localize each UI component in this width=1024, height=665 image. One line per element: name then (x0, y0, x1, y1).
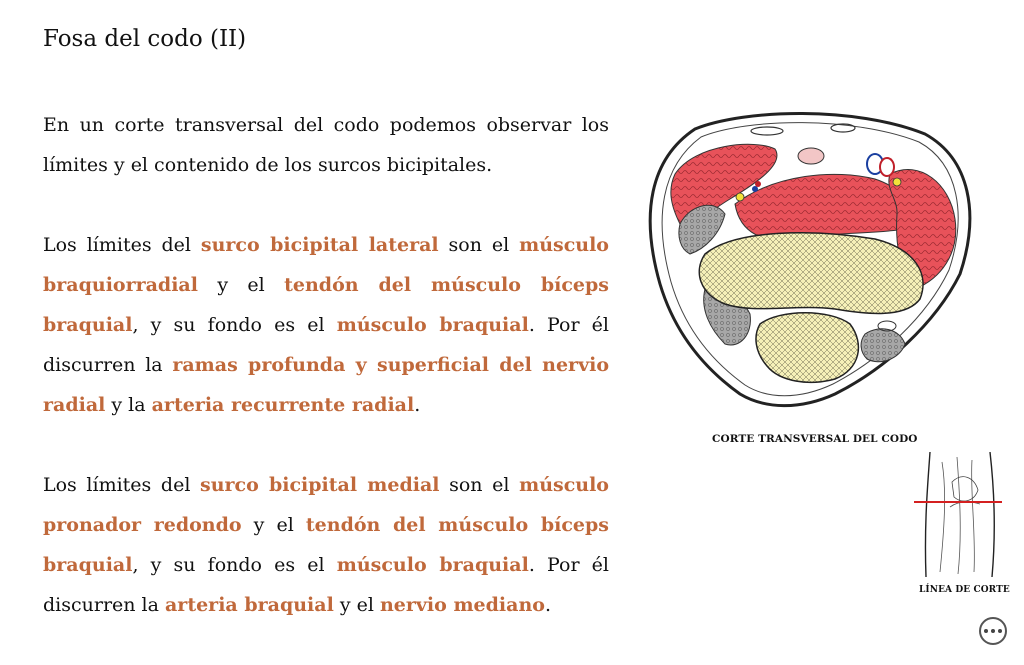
term-tendon-biceps: tendón del músculo bíceps braquial (43, 274, 609, 336)
intro-paragraph: En un corte transversal del codo podemos observar los límites y el contenido de los surcos bicipitales. (43, 114, 609, 176)
page-title: Fosa del codo (II) (43, 26, 247, 52)
text-fragment: y la (105, 394, 152, 416)
term-arteria-braquial: arteria braquial (165, 594, 334, 616)
term-surco-lateral: surco bicipital lateral (200, 234, 439, 256)
term-braquial: músculo braquial (336, 314, 529, 336)
medial-paragraph (43, 465, 609, 625)
text-fragment: . Por él discurren la (43, 314, 610, 376)
text-fragment: , y su fondo es el (132, 554, 337, 576)
term-braquiorradial: músculo braquiorradial (43, 234, 609, 296)
text-fragment: . Por él discurren la (43, 554, 610, 616)
lateral-paragraph (43, 225, 609, 425)
elbow-cross-section-illustration (635, 104, 980, 416)
content-column (43, 105, 609, 665)
text-fragment: y el (197, 274, 285, 296)
dot (991, 629, 995, 633)
text-fragment: . (544, 594, 551, 616)
term-nervio-mediano: nervio mediano (379, 594, 545, 616)
text-fragment: Los límites del (43, 234, 201, 256)
term-pronador-redondo: músculo pronador redondo (43, 474, 609, 536)
text-fragment: Los límites del (43, 474, 201, 496)
term-nervio-radial: ramas profunda y superficial del nervio radial (43, 354, 610, 416)
dot (998, 629, 1002, 633)
text-fragment: . (414, 394, 421, 416)
dot (984, 629, 988, 633)
term-arteria-recurrente: arteria recurrente radial (151, 394, 415, 416)
text-fragment: , y su fondo es el (132, 314, 337, 336)
text-fragment: y el (333, 594, 380, 616)
term-tendon-biceps: tendón del músculo bíceps braquial (43, 514, 609, 576)
text-fragment: y el (241, 514, 306, 536)
figure-caption: CORTE TRANSVERSAL DEL CODO (712, 433, 918, 445)
arm-caption: LÍNEA DE CORTE (919, 585, 1010, 595)
more-options-icon[interactable] (979, 617, 1007, 645)
arm-cut-line-illustration (912, 452, 1004, 582)
text-fragment: son el (438, 234, 520, 256)
text-fragment: son el (439, 474, 520, 496)
term-braquial: músculo braquial (336, 554, 529, 576)
term-surco-medial: surco bicipital medial (200, 474, 440, 496)
